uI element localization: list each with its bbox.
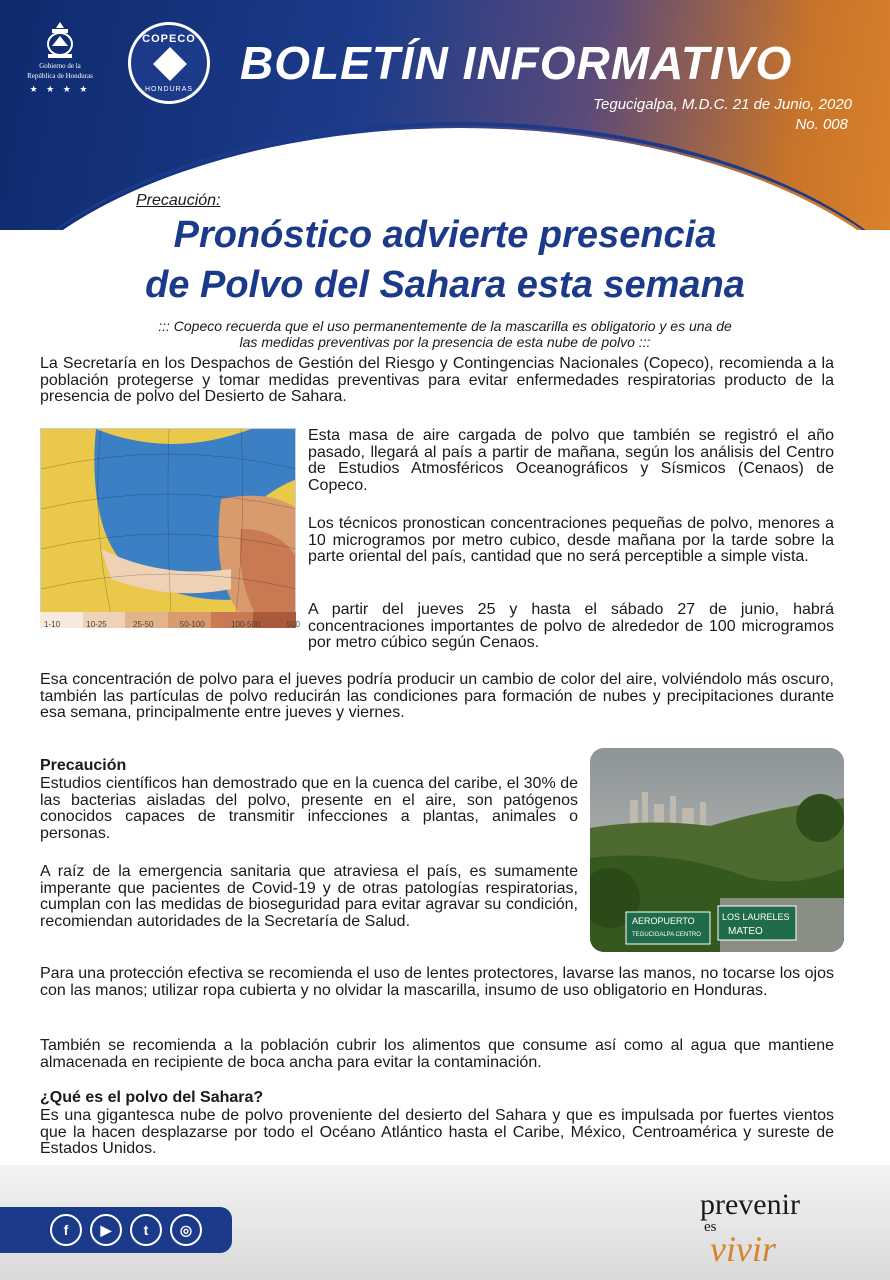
- photo-sign-1: AEROPUERTO: [632, 916, 695, 926]
- bulletin-title: BOLETÍN INFORMATIVO: [240, 37, 793, 89]
- copeco-logo: [128, 22, 210, 104]
- article-headline: [40, 210, 850, 310]
- legend-label: 100-500: [231, 620, 261, 629]
- gov-stars: ★ ★ ★ ★: [29, 84, 91, 94]
- dust-forecast-map: [40, 428, 296, 628]
- paragraph-protection: Para una protección efectiva se recomienda el uso de lentes protectores, lavarse las manos, no tocarse los ojos con las manos; utilizar ropa cubierta y no olvidar la mascarilla, insumo de uso obligatorio en Honduras.: [40, 965, 834, 999]
- twitter-icon[interactable]: t: [130, 1214, 162, 1246]
- headline-line-1: Pronóstico advierte presencia: [173, 214, 717, 256]
- diamond-icon: [153, 47, 187, 81]
- map-legend-labels: [44, 620, 300, 629]
- headline-line-2: de Polvo del Sahara esta semana: [145, 264, 745, 306]
- paragraph-food-water: También se recomienda a la población cubrir los alimentos que consume así como al agua que mantiene almacenada en recipiente de boca ancha para evitar la contaminación.: [40, 1037, 834, 1071]
- paragraph-air-mass: Esta masa de aire cargada de polvo que también se registró el año pasado, llegará al país a partir de mañana, según los análisis del Centro de Estudios Atmosféricos Oceanográficos y Sísmicos (Cenaos) de Copeco.: [308, 427, 834, 494]
- bulletin-number: No. 008: [795, 116, 848, 133]
- paragraph-sahara-definition: Es una gigantesca nube de polvo proveniente del desierto del Sahara y que es impulsada por fuertes vientos que la hacen desplazarse por todo el Océano Atlántico hasta el Caribe, México, Centroamérica y sureste de Estados Unidos.: [40, 1107, 834, 1157]
- government-logo: [14, 20, 106, 95]
- paragraph-covid: A raíz de la emergencia sanitaria que atraviesa el país, es sumamente imperante que pacientes de Covid-19 y de otras patologías respiratorias, cumplan con las medidas de bioseguridad para evitar agravar su condición, recomiendan autoridades de la Secretaría de Salud.: [40, 863, 578, 930]
- paragraph-concentrations: A partir del jueves 25 y hasta el sábado 27 de junio, habrá concentraciones importantes de polvo de alrededor de 100 microgramos por metro cúbico según Cenaos.: [308, 601, 834, 651]
- subtitle-line-2: las medidas preventivas por la presencia de esta nube de polvo :::: [239, 334, 651, 350]
- article-subtitle: [60, 318, 830, 350]
- bulletin-date: Tegucigalpa, M.D.C. 21 de Junio, 2020: [593, 96, 852, 113]
- paragraph-bacteria: Estudios científicos han demostrado que en la cuenca del caribe, el 30% de las bacterias aisladas del polvo, presente en el aire, son patógenos conocidos capaces de transmitir infecciones a plantas, animales o personas.: [40, 775, 578, 842]
- slogan-prevenir: prevenir: [700, 1188, 800, 1221]
- paragraph-forecast: Los técnicos pronostican concentraciones pequeñas de polvo, menores a 10 microgramos por metro cubico, desde mañana por la tarde sobre la parte oriental del país, cantidad que no será perceptible a simple vista.: [308, 515, 834, 565]
- heading-precaucion: Precaución: [40, 757, 127, 774]
- instagram-icon[interactable]: ◎: [170, 1214, 202, 1246]
- photo-graphic: [590, 748, 844, 952]
- legend-label: 500: [286, 620, 300, 629]
- slogan-logo: [700, 1188, 860, 1269]
- legend-label: 50-100: [179, 620, 205, 629]
- map-graphic: [41, 429, 296, 615]
- legend-label: 25-50: [133, 620, 154, 629]
- article-kicker: Precaución:: [136, 192, 221, 209]
- slogan-es: es: [704, 1219, 717, 1235]
- photo-sign-2b: MATEO: [728, 926, 763, 937]
- gov-text-line-2: República de Honduras: [27, 72, 93, 80]
- slogan-vivir: vivir: [710, 1229, 776, 1269]
- subtitle-line-1: ::: Copeco recuerda que el uso permanentemente de la mascarilla es obligatorio y es una de: [158, 318, 732, 334]
- copeco-logo-bottom-text: HONDURAS: [144, 86, 194, 93]
- gov-text-line-1: Gobierno de la: [39, 62, 81, 70]
- heading-what-is-sahara-dust: ¿Qué es el polvo del Sahara?: [40, 1089, 264, 1106]
- paragraph-air-color: Esa concentración de polvo para el jueves podría producir un cambio de color del aire, volviéndolo más oscuro, también las partículas de polvo reducirán las condiciones para formación de nubes y precipitaciones durante esa semana, principalmente entre jueves y viernes.: [40, 671, 834, 721]
- coat-of-arms-icon: [42, 20, 78, 60]
- legend-label: 10-25: [86, 620, 107, 629]
- photo-sign-1b: TEGUCIGALPA CENTRO: [632, 932, 701, 938]
- photo-sign-2: LOS LAURELES: [722, 912, 790, 922]
- facebook-icon[interactable]: f: [50, 1214, 82, 1246]
- city-dust-photo: [590, 748, 844, 952]
- youtube-icon[interactable]: ▶: [90, 1214, 122, 1246]
- copeco-logo-top-text: COPECO: [142, 33, 196, 45]
- social-media-bar: [0, 1207, 232, 1253]
- paragraph-intro: La Secretaría en los Despachos de Gestión del Riesgo y Contingencias Nacionales (Copeco), recomienda a la población protegerse y tomar medidas preventivas para evitar enfermedades respiratorias producto de la presencia de polvo del Desierto de Sahara.: [40, 355, 834, 405]
- legend-label: 1-10: [44, 620, 61, 629]
